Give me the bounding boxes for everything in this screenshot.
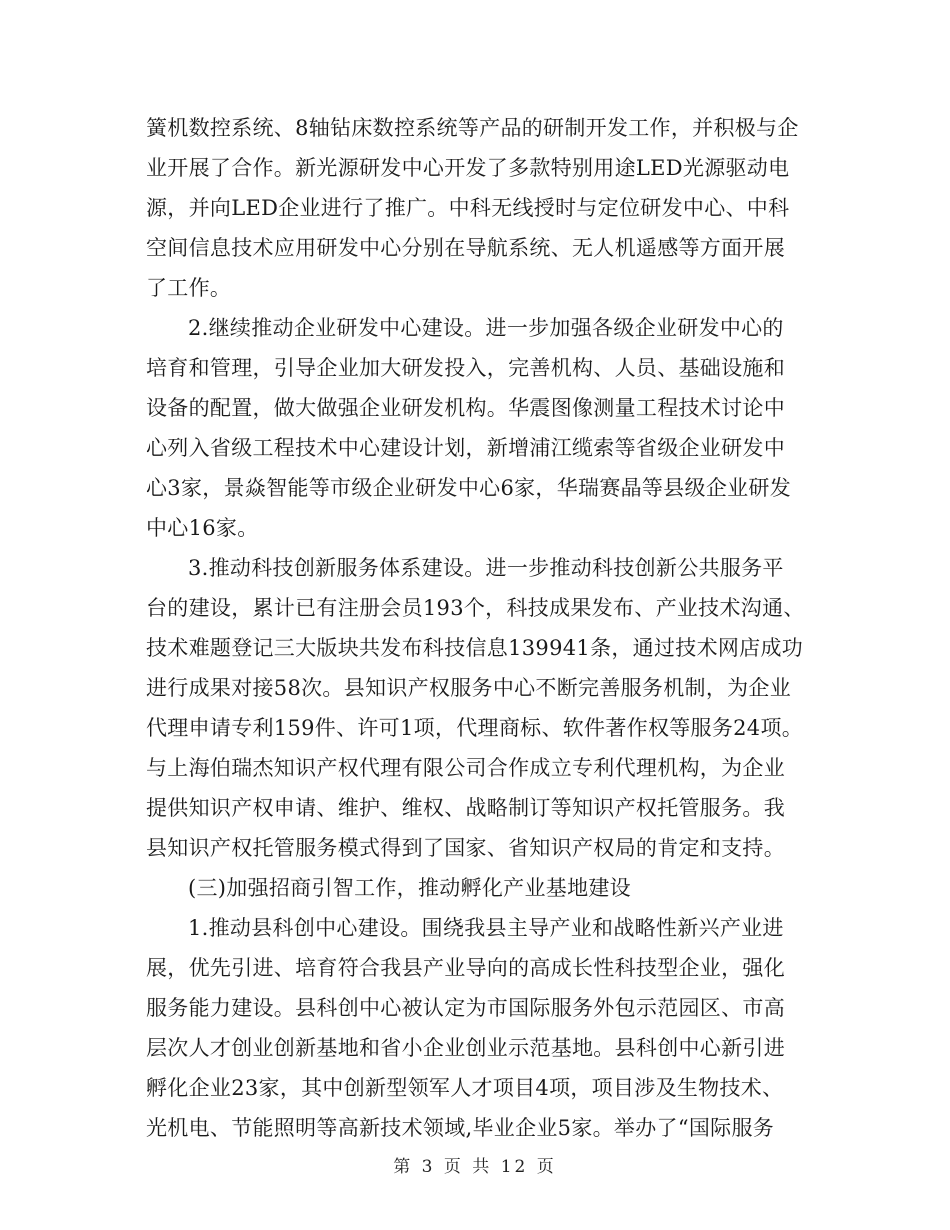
text-line: 中心16家。 [146, 516, 259, 540]
text-line: 台的建设，累计已有注册会员193个，科技成果发布、产业技术沟通、 [146, 596, 805, 620]
text-line: 服务能力建设。县科创中心被认定为市国际服务外包示范园区、市高 [146, 996, 785, 1020]
text-line: 孵化企业23家，其中创新型领军人才项目4项，项目涉及生物技术、 [146, 1076, 784, 1100]
text-line: 设备的配置，做大做强企业研发机构。华震图像测量工程技术讨论中 [146, 396, 785, 420]
text-line: 技术难题登记三大版块共发布科技信息139941条，通过技术网店成功 [146, 636, 804, 660]
text-line: 层次人才创业创新基地和省小企业创业示范基地。县科创中心新引进 [146, 1036, 785, 1060]
text-line: 进行成果对接58次。县知识产权服务中心不断完善服务机制，为企业 [146, 676, 792, 700]
text-line: 了工作。 [146, 276, 232, 300]
paragraph-start-line: 2.继续推动企业研发中心建设。进一步加强各级企业研发中心的 [188, 316, 784, 340]
page-number-footer: 第 3 页 共 12 页 [393, 1157, 557, 1177]
text-line: 展，优先引进、培育符合我县产业导向的高成长性科技型企业，强化 [146, 956, 785, 980]
text-line: 心3家，景焱智能等市级企业研发中心6家，华瑞赛晶等县级企业研发 [146, 476, 792, 500]
text-line: 心列入省级工程技术中心建设计划，新增浦江缆索等省级企业研发中 [146, 436, 785, 460]
text-line: 培育和管理，引导企业加大研发投入，完善机构、人员、基础设施和 [146, 356, 785, 380]
paragraph-start-line: 3.推动科技创新服务体系建设。进一步推动科技创新公共服务平 [188, 556, 784, 580]
text-line: 县知识产权托管服务模式得到了国家、省知识产权局的肯定和支持。 [146, 836, 785, 860]
text-line: 与上海伯瑞杰知识产权代理有限公司合作成立专利代理机构，为企业 [146, 756, 785, 780]
section-heading: (三)加强招商引智工作，推动孵化产业基地建设 [188, 876, 631, 900]
text-line: 提供知识产权申请、维护、维权、战略制订等知识产权托管服务。我 [146, 796, 785, 820]
text-line: 空间信息技术应用研发中心分别在导航系统、无人机遥感等方面开展 [146, 236, 785, 260]
text-line: 业开展了合作。新光源研发中心开发了多款特别用途LED光源驱动电 [146, 156, 790, 180]
text-line: 源，并向LED企业进行了推广。中科无线授时与定位研发中心、中科 [146, 196, 790, 220]
text-line: 光机电、节能照明等高新技术领域,毕业企业5家。举办了“国际服务 [146, 1116, 775, 1140]
paragraph-start-line: 1.推动县科创中心建设。围绕我县主导产业和战略性新兴产业进 [188, 916, 784, 940]
text-line: 代理申请专利159件、许可1项，代理商标、软件著作权等服务24项。 [146, 716, 804, 740]
text-line: 簧机数控系统、8轴钻床数控系统等产品的研制开发工作，并积极与企 [146, 116, 799, 140]
